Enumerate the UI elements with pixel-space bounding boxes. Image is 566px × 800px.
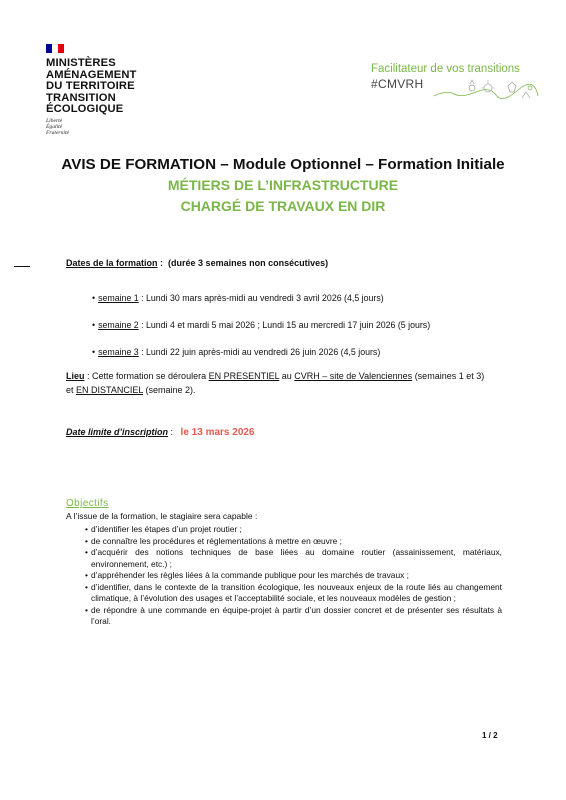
dates-sep: :	[157, 258, 166, 268]
brand-tagline: Facilitateur de vos transitions	[371, 63, 520, 75]
bullet-icon: •	[92, 347, 96, 357]
list-item	[66, 536, 502, 548]
lieu-text-2: au	[279, 371, 295, 381]
transition-doodle-icon	[432, 78, 540, 108]
lieu-text-4: et	[66, 385, 77, 395]
list-item	[66, 547, 502, 570]
bullet-icon: •	[85, 547, 88, 557]
dates-label: Dates de la formation	[66, 258, 158, 268]
dates-heading	[66, 257, 328, 269]
brand-hashtag: #CMVRH	[371, 77, 424, 91]
lieu-presentiel: EN PRESENTIEL	[208, 371, 280, 381]
list-item	[66, 605, 502, 628]
lieu-line-2	[66, 384, 196, 396]
list-item	[66, 524, 502, 536]
bullet-icon: •	[92, 320, 96, 330]
deadline-line	[66, 426, 255, 439]
motto-line: Égalité	[46, 124, 63, 131]
lieu-line-1	[66, 370, 484, 382]
list-item	[66, 570, 502, 582]
ministry-line: MINISTÈRES	[46, 57, 116, 69]
objectif-text: d’identifier les étapes d’un projet routier ;	[91, 524, 242, 534]
document-subtitle-2: CHARGÉ DE TRAVAUX EN DIR	[180, 198, 386, 214]
ministry-line: AMÉNAGEMENT	[46, 68, 137, 81]
ministry-line: ÉCOLOGIQUE	[46, 103, 124, 116]
ministry-line: DU TERRITOIRE	[46, 80, 135, 93]
bullet-icon: •	[92, 293, 96, 303]
lieu-text-5: (semaine 2).	[143, 385, 196, 395]
republic-motto	[46, 118, 69, 137]
deadline-sep: :	[168, 427, 174, 437]
lieu-text-3: (semaines 1 et 3)	[412, 371, 485, 381]
list-item	[66, 582, 502, 605]
objectifs-intro: A l’issue de la formation, le stagiaire sera capable :	[66, 511, 258, 521]
week-3-line	[92, 347, 380, 357]
week-3-text: : Lundi 22 juin après-midi au vendredi 26 juin 2026 (4,5 jours)	[138, 347, 381, 357]
page-number: 1 / 2	[482, 731, 498, 740]
motto-line: Liberté	[46, 118, 63, 124]
bullet-icon: •	[85, 535, 88, 546]
document-subtitle-1: MÉTIERS DE L’INFRASTRUCTURE	[167, 177, 399, 193]
margin-mark	[14, 266, 30, 267]
marianne-flag-icon	[46, 44, 64, 53]
flag-red	[58, 44, 64, 53]
objectifs-list	[66, 524, 502, 628]
objectifs-heading: Objectifs	[66, 498, 109, 509]
document-title: AVIS DE FORMATION – Module Optionnel – Formation Initiale	[61, 156, 505, 173]
ministry-name	[46, 58, 137, 116]
bullet-icon: •	[85, 524, 88, 534]
objectif-text: de connaître les procédures et réglementations à mettre en œuvre ;	[91, 535, 342, 546]
deadline-label: Date limite d’inscription	[66, 427, 169, 437]
lieu-text-1: : Cette formation se déroulera	[84, 371, 209, 381]
dates-duration: (durée 3 semaines non consécutives)	[168, 258, 329, 268]
bullet-icon: •	[85, 581, 88, 592]
objectif-text: d’appréhender les règles liées à la commande publique pour les marchés de travaux ;	[91, 570, 409, 580]
lieu-label: Lieu	[66, 371, 85, 381]
objectif-text: d’identifier, dans le contexte de la transition écologique, les nouveaux enjeux de la route liés au changement climatique, à l’évolution des usages et l’acceptabilité sociale, et les nouveaux modèles de gestion ;	[91, 581, 502, 603]
week-2-label: semaine 2	[98, 320, 139, 330]
week-1-line	[92, 293, 384, 303]
week-2-text: : Lundi 4 et mardi 5 mai 2026 ; Lundi 15 au mercredi 17 juin 2026 (5 jours)	[138, 320, 431, 330]
objectif-text: d’acquérir des notions techniques de base liées au domaine routier (assainissement, matériaux, environnement, etc.) ;	[91, 547, 502, 569]
motto-line: Fraternité	[46, 130, 69, 137]
deadline-value: le 13 mars 2026	[180, 427, 255, 438]
bullet-icon: •	[85, 570, 88, 580]
objectif-text: de répondre à une commande en équipe-projet à partir d’un dossier concret et de présenter ses résultats à l’oral.	[91, 604, 502, 626]
lieu-distanciel: EN DISTANCIEL	[76, 385, 144, 395]
week-1-text: : Lundi 30 mars après-midi au vendredi 3 avril 2026 (4,5 jours)	[138, 293, 384, 303]
week-2-line	[92, 320, 430, 330]
bullet-icon: •	[85, 604, 88, 615]
ministry-line: TRANSITION	[46, 91, 116, 104]
lieu-site: CVRH – site de Valenciennes	[294, 371, 413, 381]
week-3-label: semaine 3	[98, 347, 139, 357]
week-1-label: semaine 1	[98, 293, 139, 303]
